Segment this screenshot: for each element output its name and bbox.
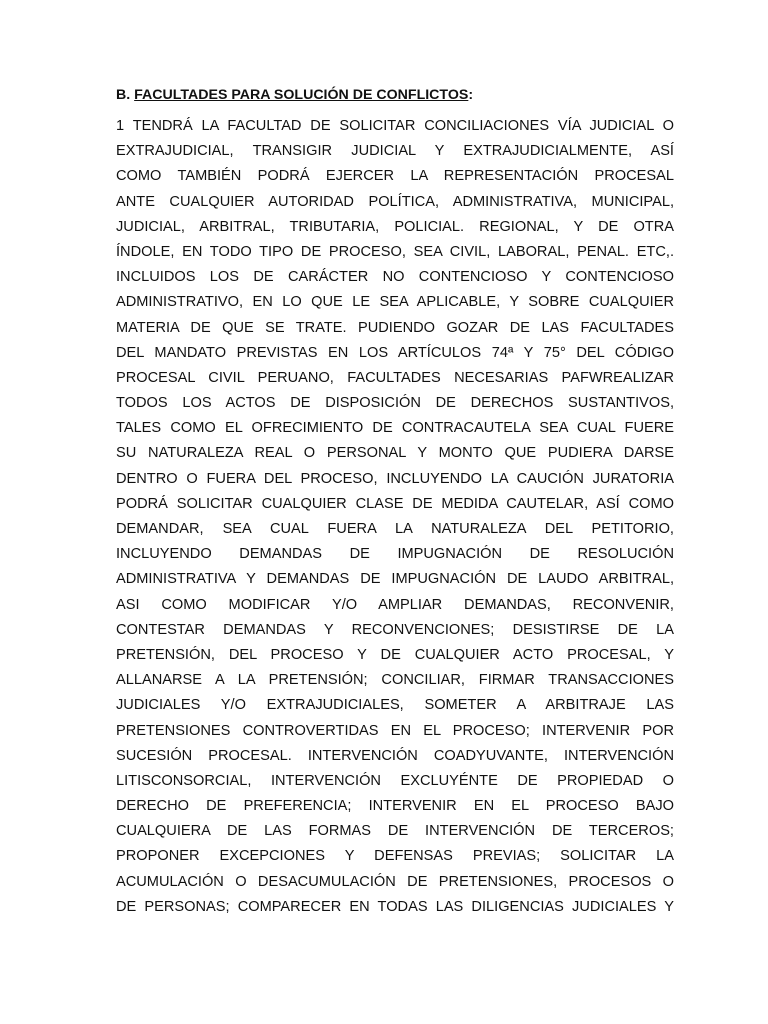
body-line: 1 TENDRÁ LA FACULTAD DE SOLICITAR CONCILIACIONES VÍA JUDICIAL O [116,118,674,134]
body-line: TODOS LOS ACTOS DE DISPOSICIÓN DE DERECHOS SUSTANTIVOS, [116,395,674,412]
body-line: CONTESTAR DEMANDAS Y RECONVENCIONES; DESISTIRSE DE LA [116,621,674,638]
body-line: DE PERSONAS; COMPARECER EN TODAS LAS DILIGENCIAS JUDICIALES Y [116,898,674,915]
body-line: ACUMULACIÓN O DESACUMULACIÓN DE PRETENSIONES, PROCESOS O [116,873,674,890]
body-line: SUCESIÓN PROCESAL. INTERVENCIÓN COADYUVANTE, INTERVENCIÓN [116,747,674,764]
body-line: LITISCONSORCIAL, INTERVENCIÓN EXCLUYÉNTE DE PROPIEDAD O [116,772,674,789]
body-line: PODRÁ SOLICITAR CUALQUIER CLASE DE MEDIDA CAUTELAR, ASÍ COMO [116,495,674,512]
body-line: INCLUIDOS LOS DE CARÁCTER NO CONTENCIOSO Y CONTENCIOSO [116,269,674,286]
body-line: ÍNDOLE, EN TODO TIPO DE PROCESO, SEA CIVIL, LABORAL, PENAL. ETC,. [116,243,674,260]
section-title: FACULTADES PARA SOLUCIÓN DE CONFLICTOS [134,87,469,103]
body-line: DERECHO DE PREFERENCIA; INTERVENIR EN EL PROCESO BAJO [116,798,674,815]
body-line: TALES COMO EL OFRECIMIENTO DE CONTRACAUTELA SEA CUAL FUERE [116,420,674,437]
section-colon: : [468,87,474,103]
body-line: DEL MANDATO PREVISTAS EN LOS ARTÍCULOS 74ª Y 75° DEL CÓDIGO [116,344,674,361]
body-line: ANTE CUALQUIER AUTORIDAD POLÍTICA, ADMINISTRATIVA, MUNICIPAL, [116,193,674,210]
body-line: PRETENSIONES CONTROVERTIDAS EN EL PROCESO; INTERVENIR POR [116,722,674,739]
body-line: JUDICIAL, ARBITRAL, TRIBUTARIA, POLICIAL. REGIONAL, Y DE OTRA [116,218,674,235]
body-line: INCLUYENDO DEMANDAS DE IMPUGNACIÓN DE RESOLUCIÓN [116,546,674,563]
body-line: CUALQUIERA DE LAS FORMAS DE INTERVENCIÓN DE TERCEROS; [116,823,674,840]
document-content [116,84,674,920]
body-line: ADMINISTRATIVA Y DEMANDAS DE IMPUGNACIÓN DE LAUDO ARBITRAL, [116,571,674,588]
body-line: DENTRO O FUERA DEL PROCESO, INCLUYENDO LA CAUCIÓN JURATORIA [116,470,674,487]
body-line: MATERIA DE QUE SE TRATE. PUDIENDO GOZAR DE LAS FACULTADES [116,319,674,336]
body-line: ALLANARSE A LA PRETENSIÓN; CONCILIAR, FIRMAR TRANSACCIONES [116,672,674,689]
body-line: JUDICIALES Y/O EXTRAJUDICIALES, SOMETER A ARBITRAJE LAS [116,697,674,714]
body-line: PROPONER EXCEPCIONES Y DEFENSAS PREVIAS; SOLICITAR LA [116,848,674,865]
body-line: DEMANDAR, SEA CUAL FUERA LA NATURALEZA DEL PETITORIO, [116,521,674,537]
body-line: EXTRAJUDICIAL, TRANSIGIR JUDICIAL Y EXTRAJUDICIALMENTE, ASÍ [116,143,674,160]
body-line: COMO TAMBIÉN PODRÁ EJERCER LA REPRESENTACIÓN PROCESAL [116,168,674,185]
section-prefix: B. [116,87,131,103]
body-line: PROCESAL CIVIL PERUANO, FACULTADES NECESARIAS PAFWREALIZAR [116,369,674,386]
body-line: ASI COMO MODIFICAR Y/O AMPLIAR DEMANDAS, RECONVENIR, [116,596,674,613]
section-body [116,114,674,920]
body-line: PRETENSIÓN, DEL PROCESO Y DE CUALQUIER ACTO PROCESAL, Y [116,646,674,663]
body-line: ADMINISTRATIVO, EN LO QUE LE SEA APLICABLE, Y SOBRE CUALQUIER [116,294,674,311]
body-line: SU NATURALEZA REAL O PERSONAL Y MONTO QUE PUDIERA DARSE [116,445,674,462]
section-heading [116,84,674,106]
